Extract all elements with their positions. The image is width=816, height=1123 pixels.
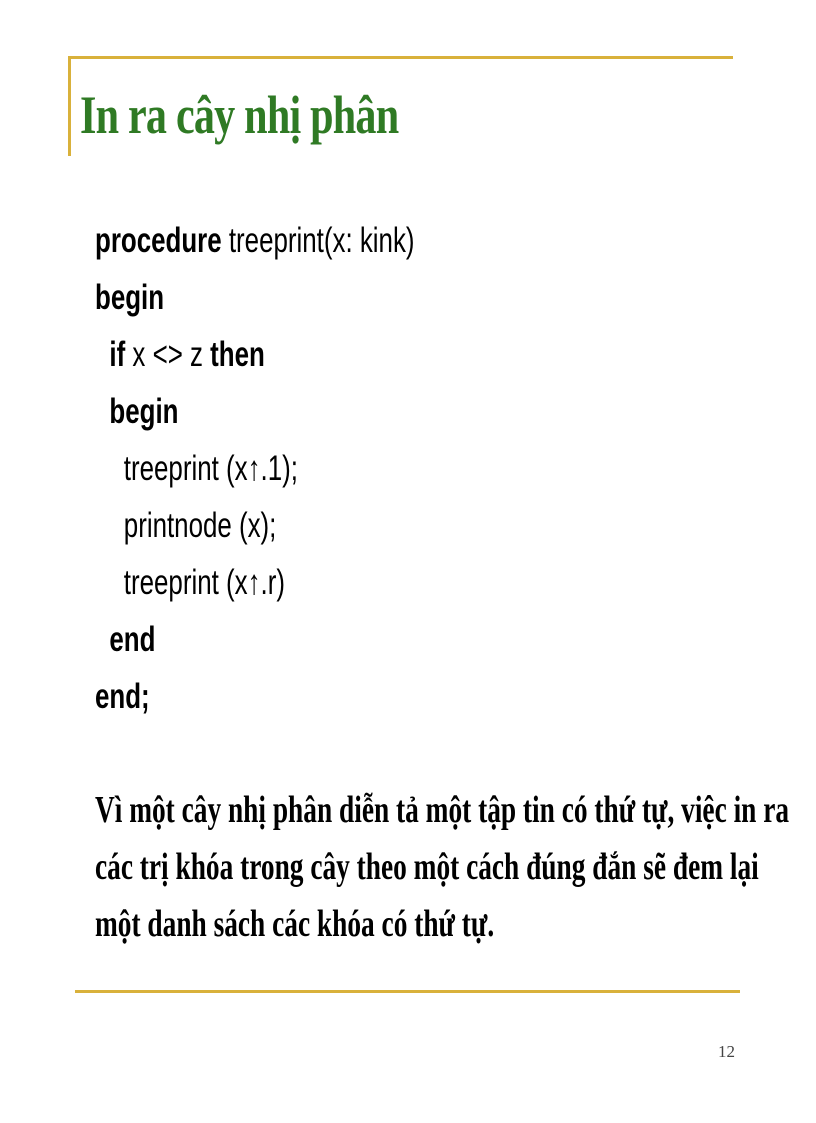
keyword-begin: begin	[95, 278, 165, 317]
keyword-inner-begin: begin	[109, 392, 179, 431]
keyword-if: if	[109, 335, 126, 374]
left-rule	[68, 56, 71, 156]
code-line-inner-begin	[95, 383, 415, 440]
description-paragraph	[95, 782, 790, 953]
code-line-call-node	[95, 497, 415, 554]
code-line-call-right	[95, 554, 415, 611]
keyword-end: end;	[95, 677, 150, 716]
paragraph-line: Vì một cây nhị phân diễn tả một tập tin có thứ tự, việc in ra	[95, 789, 790, 831]
keyword-procedure: procedure	[95, 221, 222, 260]
keyword-then: then	[210, 335, 265, 374]
code-block	[95, 212, 415, 725]
code-line-call-left	[95, 440, 415, 497]
code-line-begin	[95, 269, 415, 326]
call-treeprint-right: treeprint (x↑.r)	[123, 563, 285, 602]
bottom-rule	[75, 990, 740, 993]
code-line-procedure	[95, 212, 415, 269]
code-line-if	[95, 326, 415, 383]
slide-title: In ra cây nhị phân	[80, 85, 399, 145]
code-line-end	[95, 668, 415, 725]
code-line-inner-end	[95, 611, 415, 668]
keyword-inner-end: end	[109, 620, 156, 659]
paragraph-line: các trị khóa trong cây theo một cách đúng đắn sẽ đem lại	[95, 846, 759, 888]
call-printnode: printnode (x);	[123, 506, 277, 545]
page-number: 12	[718, 1042, 735, 1061]
call-treeprint-left: treeprint (x↑.1);	[123, 449, 298, 488]
top-rule	[68, 56, 733, 59]
procedure-signature: treeprint(x: kink)	[221, 221, 415, 260]
paragraph-line: một danh sách các khóa có thứ tự.	[95, 903, 495, 945]
if-condition: x <> z	[125, 335, 211, 374]
